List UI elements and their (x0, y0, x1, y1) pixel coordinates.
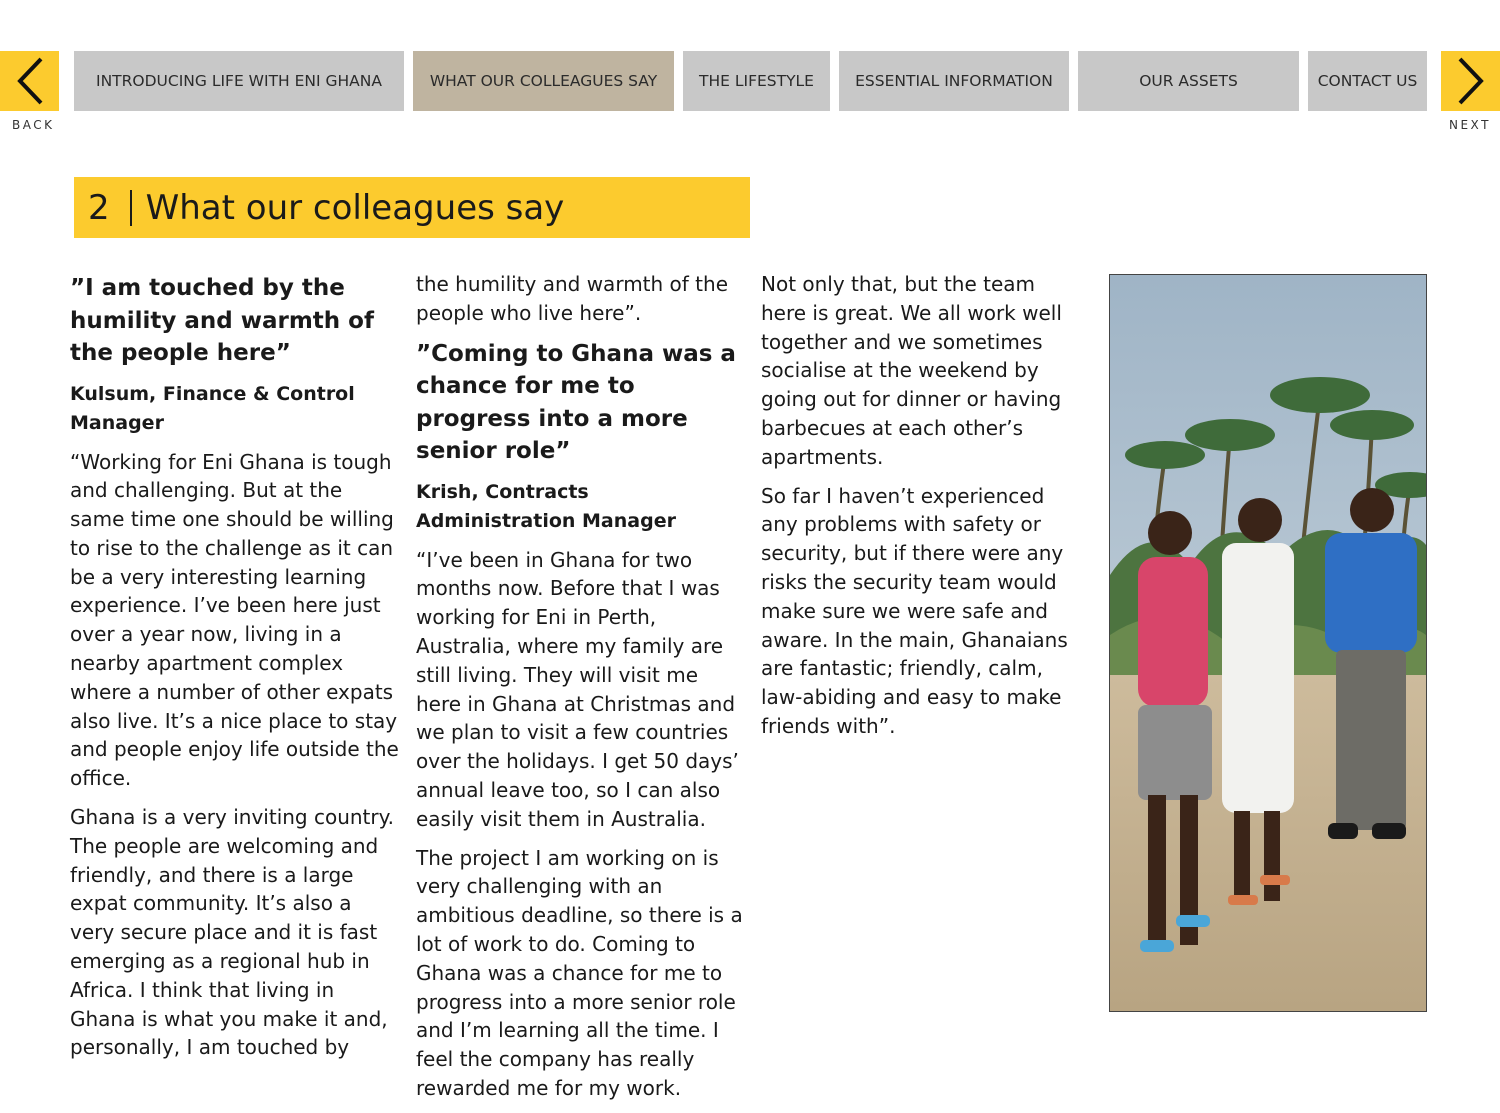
section-heading (74, 177, 750, 238)
chevron-right-icon (1456, 56, 1486, 106)
tab-essential-information[interactable] (839, 51, 1069, 111)
body-paragraph: So far I haven’t experienced any problems with safety or security, but if there were any risks the security team would make sure we were safe and aware. In the main, Ghanaians are fantastic; friendly, calm, law-abiding and easy to make friends with”. (761, 483, 1068, 738)
column-2 (416, 270, 746, 1113)
back-label[interactable]: BACK (12, 118, 55, 132)
pull-quote: ”Coming to Ghana was a chance for me to progress into a more senior role” (416, 340, 736, 465)
tab-label: INTRODUCING LIFE WITH ENI GHANA (96, 72, 382, 90)
quote-author: Krish, Contracts Administration Manager (416, 480, 676, 532)
tab-label: ESSENTIAL INFORMATION (855, 72, 1053, 90)
body-paragraph: the humility and warmth of the people who live here”. (416, 272, 729, 325)
section-title: What our colleagues say (145, 187, 565, 228)
quote-author: Kulsum, Finance & Control Manager (70, 382, 355, 434)
column-1 (70, 272, 400, 1072)
next-button[interactable] (1441, 51, 1500, 111)
next-label[interactable]: NEXT (1449, 118, 1491, 132)
tab-label: THE LIFESTYLE (699, 72, 814, 90)
tab-our-assets[interactable] (1078, 51, 1299, 111)
body-paragraph: Not only that, but the team here is great. We all work well together and we sometimes socialise at the weekend by going out for dinner or having barbecues at each other’s apartments. (761, 272, 1062, 469)
colleagues-photo (1109, 274, 1427, 1012)
body-paragraph: The project I am working on is very challenging with an ambitious deadline, so there is a lot of work to do. Coming to Ghana was a chance for me to progress into a more senior role and I’m learning all the time. I feel the company has really rewarded me for my work. (416, 845, 743, 1100)
chevron-left-icon (15, 56, 45, 106)
pull-quote: ”I am touched by the humility and warmth of the people here” (70, 275, 374, 366)
tab-the-lifestyle[interactable] (683, 51, 830, 111)
tab-label: CONTACT US (1317, 72, 1418, 90)
body-paragraph: “Working for Eni Ghana is tough and challenging. But at the same time one should be willing to rise to the challenge as it can be a very interesting learning experience. I’ve been here just over a year now, living in a nearby apartment complex where a number of other expats also live. It’s a nice place to stay and people enjoy life outside the office. (70, 449, 399, 791)
section-divider (130, 190, 132, 226)
tab-introducing-life[interactable] (74, 51, 404, 111)
column-3 (761, 270, 1081, 751)
back-button[interactable] (0, 51, 59, 111)
tab-label: WHAT OUR COLLEAGUES SAY (429, 72, 658, 90)
body-paragraph: Ghana is a very inviting country. The people are welcoming and friendly, and there is a large expat community. It’s also a very secure place and it is fast emerging as a regional hub in Africa. I think that living in Ghana is what you make it and, personally, I am touched by (70, 805, 394, 1060)
tab-what-our-colleagues-say[interactable] (413, 51, 674, 111)
photo-illustration (1110, 275, 1426, 1011)
tab-contact-us[interactable] (1308, 51, 1427, 111)
tab-label: OUR ASSETS (1139, 72, 1238, 90)
section-number: 2 (88, 187, 110, 228)
body-paragraph: “I’ve been in Ghana for two months now. Before that I was working for Eni in Perth, Australia, where my family are still living. They will visit me here in Ghana at Christmas and we plan to visit a few countries over the holidays. I get 50 days’ annual leave too, so I can also easily visit them in Australia. (416, 547, 739, 831)
